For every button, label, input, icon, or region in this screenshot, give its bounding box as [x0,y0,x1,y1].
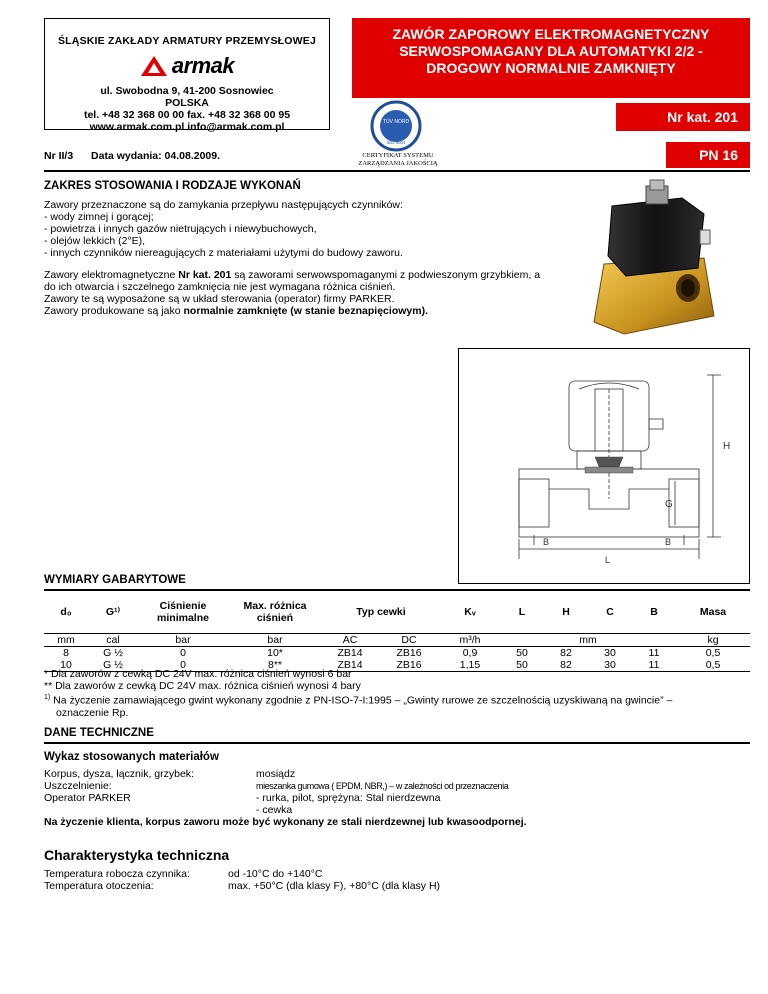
title-line: ZAWÓR ZAPOROWY ELEKTROMAGNETYCZNY [392,26,710,42]
col-header: d₀ [60,606,72,618]
text: Zawory produkowane są jako [44,305,184,317]
company-address [45,85,329,133]
footnote: ** Dla zaworów z cewką DC 24V max. różnica ciśnień wynosi 4 bary [44,680,361,692]
footnote [44,692,750,707]
table-cell: ZB14 [337,659,363,671]
table-cell: ZB16 [396,659,422,671]
table-cell: 1,15 [459,659,481,671]
unit-cell: bar [267,634,283,646]
char-row [44,880,750,892]
char-value: od -10°C do +140°C [228,868,323,880]
table-cell: 0,5 [705,659,721,671]
cert-caption-line: CERTYFIKAT SYSTEMU [362,152,434,159]
company-name: ŚLĄSKIE ZAKŁADY ARMATURY PRZEMYSŁOWEJ [57,35,317,47]
unit-cell: mm [579,634,597,646]
char-label: Temperatura robocza czynnika: [44,868,190,880]
table-cell: G ½ [103,647,123,659]
scope-title: ZAKRES STOSOWANIA I RODZAJE WYKONAŃ [44,180,301,192]
col-header: Typ cewki [356,606,406,618]
material-label [44,804,256,816]
drawing-label-g: G [665,499,673,510]
unit-cell: AC [342,634,358,646]
materials-list [44,768,750,828]
col-header: L [518,606,526,618]
table-cell: 0 [180,659,186,671]
emphasis: normalnie zamknięte (w stanie beznapięciowym). [183,305,428,317]
catalog-number: Nr kat. 201 [616,103,750,131]
material-label: Korpus, dysza, łącznik, grzybek: [44,768,194,780]
table-cell: 0 [180,647,186,659]
material-label: Operator PARKER [44,792,131,804]
char-value: max. +50°C (dla klasy F), +80°C (dla klasy H) [228,880,441,892]
tech-title: DANE TECHNICZNE [44,727,154,739]
table-cell: 8 [63,647,69,659]
valve-photo [564,176,744,346]
catalog-ref: Nr kat. 201 [178,269,232,281]
table-cell: ZB16 [396,647,422,659]
tuv-certificate-icon [355,100,437,152]
title-line: DROGOWY NORMALNIE ZAMKNIĘTY [426,60,676,76]
title-line: SERWOSPOMAGANY DLA AUTOMATYKI 2/2 - [399,43,703,59]
scope-body [44,199,564,317]
table-cell: 30 [604,659,616,671]
table-cell: 0,5 [705,647,721,659]
unit-cell: m³/h [459,634,481,646]
text: Zawory elektromagnetyczne [44,269,179,281]
col-header: Masa [699,606,727,618]
drawing-label-h: H [723,441,731,452]
drawing-label-l: L [605,555,611,565]
armak-logo-icon [140,55,168,77]
table-cell: ZB14 [337,647,363,659]
table-cell: 11 [648,647,660,659]
list-item: - olejów lekkich (2°E), [44,235,146,247]
footnote-mark: 1) [44,694,51,701]
document-title-box [352,18,750,98]
unit-cell: kg [707,634,719,646]
address-line: www.armak.com.pl info@armak.com.pl [89,121,285,133]
text: są zaworami serwowspomaganymi z podwieszonym grzybkiem, a [231,269,541,281]
table-cell: 10 [60,659,72,671]
col-header: H [562,606,570,618]
certificate-caption [348,152,448,168]
scope-intro: Zawory przeznaczone są do zamykania przepływu następujących czynników: [44,199,403,211]
material-value: - rurka, pilot, sprężyna: Stal nierdzewna [256,792,441,804]
table-row [44,647,750,660]
list-item: - wody zimnej i gorącej; [44,211,154,223]
valve-section-drawing [459,349,749,583]
pressure-rating: PN 16 [666,142,750,168]
table-cell: 0,9 [462,647,478,659]
footnote-text: Na życzenie zamawiającego gwint wykonany zgodnie z PN-ISO-7-I:1995 – „Gwinty rurowe ze szczelnością uzyskiwaną na gwincie” – [53,694,673,707]
col-header: Kᵥ [464,606,476,618]
char-label: Temperatura otoczenia: [44,880,154,892]
characteristics-title: Charakterystyka techniczna [44,847,230,863]
table-cell: 82 [560,647,572,659]
unit-cell: bar [175,634,191,646]
scope-paragraph-1-cont: do ich otwarcia i szczelnego zamknięcia nie jest wymagana różnica ciśnień. [44,281,396,293]
material-row [44,780,750,792]
drawing-label-b-left: B [543,537,550,547]
unit-cell: DC [401,634,417,646]
header-divider [44,170,750,172]
tuv-text: TÜV NORD [382,119,410,125]
col-header: Ciśnienie minimalne [157,600,209,624]
material-value: mosiądz [256,768,296,780]
characteristics-list [44,868,750,892]
material-value: - cewka [256,804,293,816]
address-line: tel. +48 32 368 00 00 fax. +48 32 368 00 95 [83,109,291,121]
scope-paragraph-3 [44,305,564,317]
material-row [44,768,750,780]
technical-drawing [458,348,750,584]
note-text: Na życzenie klienta, korpus zaworu może być wykonany ze stali nierdzewnej lub kwasoodpornej [44,816,524,828]
company-box [44,18,330,133]
table-cell: G ½ [103,659,123,671]
material-value: mieszanka gumowa ( EPDM, NBR,) – w zależności od przeznaczenia [256,781,509,791]
table-cell: 50 [516,659,528,671]
scope-paragraph-2: Zawory te są wyposażone są w układ sterowania (operator) firmy PARKER. [44,293,395,305]
table-header-row [44,591,750,634]
material-row [44,792,750,804]
table-cell: 8** [267,659,282,671]
material-note: Na życzenie klienta, korpus zaworu może być wykonany ze stali nierdzewnej lub kwasoodpornej. [44,816,527,828]
col-header: G¹⁾ [105,606,121,618]
col-header: C [606,606,614,618]
dims-title: WYMIARY GABARYTOWE [44,574,186,586]
unit-cell: cal [106,634,120,646]
table-cell: 82 [560,659,572,671]
table-cell: 30 [604,647,616,659]
cert-caption-line: ZARZĄDZANIA JAKOŚCIĄ [358,160,438,167]
char-row [44,868,750,880]
document-number: Nr II/3 [44,150,74,162]
col-header: B [650,606,658,618]
footnote: oznaczenie Rp. [56,706,129,719]
issue-date: Data wydania: 04.08.2009. [91,150,221,162]
material-row [44,804,750,816]
list-item: - innych czynników niereagujących z materiałami użytymi do budowy zaworu. [44,247,403,259]
tech-rule [44,742,750,744]
table-cell: 11 [648,659,660,671]
table-cell: 10* [267,647,283,659]
drawing-label-b-right: B [665,537,672,547]
table-notes [44,668,750,719]
footnote: * Dla zaworów z cewką DC 24V max. różnica ciśnień wynosi 6 bar [44,668,352,680]
table-cell: 50 [516,647,528,659]
dimensions-table [44,591,750,672]
list-item: - powietrza i innych gazów nietrujących i niewybuchowych, [44,223,317,235]
logo-text: armak [171,53,235,78]
materials-title: Wykaz stosowanych materiałów [44,751,219,763]
armak-logo [45,53,329,79]
units-row [44,634,750,647]
material-label: Uszczelnienie: [44,780,112,792]
document-number-line [44,150,220,162]
col-header: Max. różnica ciśnień [243,600,307,624]
iso-text: ISO 9001 [386,140,406,145]
scope-paragraph-1 [44,269,564,281]
unit-cell: mm [57,634,75,646]
address-line: ul. Swobodna 9, 41-200 Sosnowiec [100,85,274,97]
address-line: POLSKA [165,97,209,109]
